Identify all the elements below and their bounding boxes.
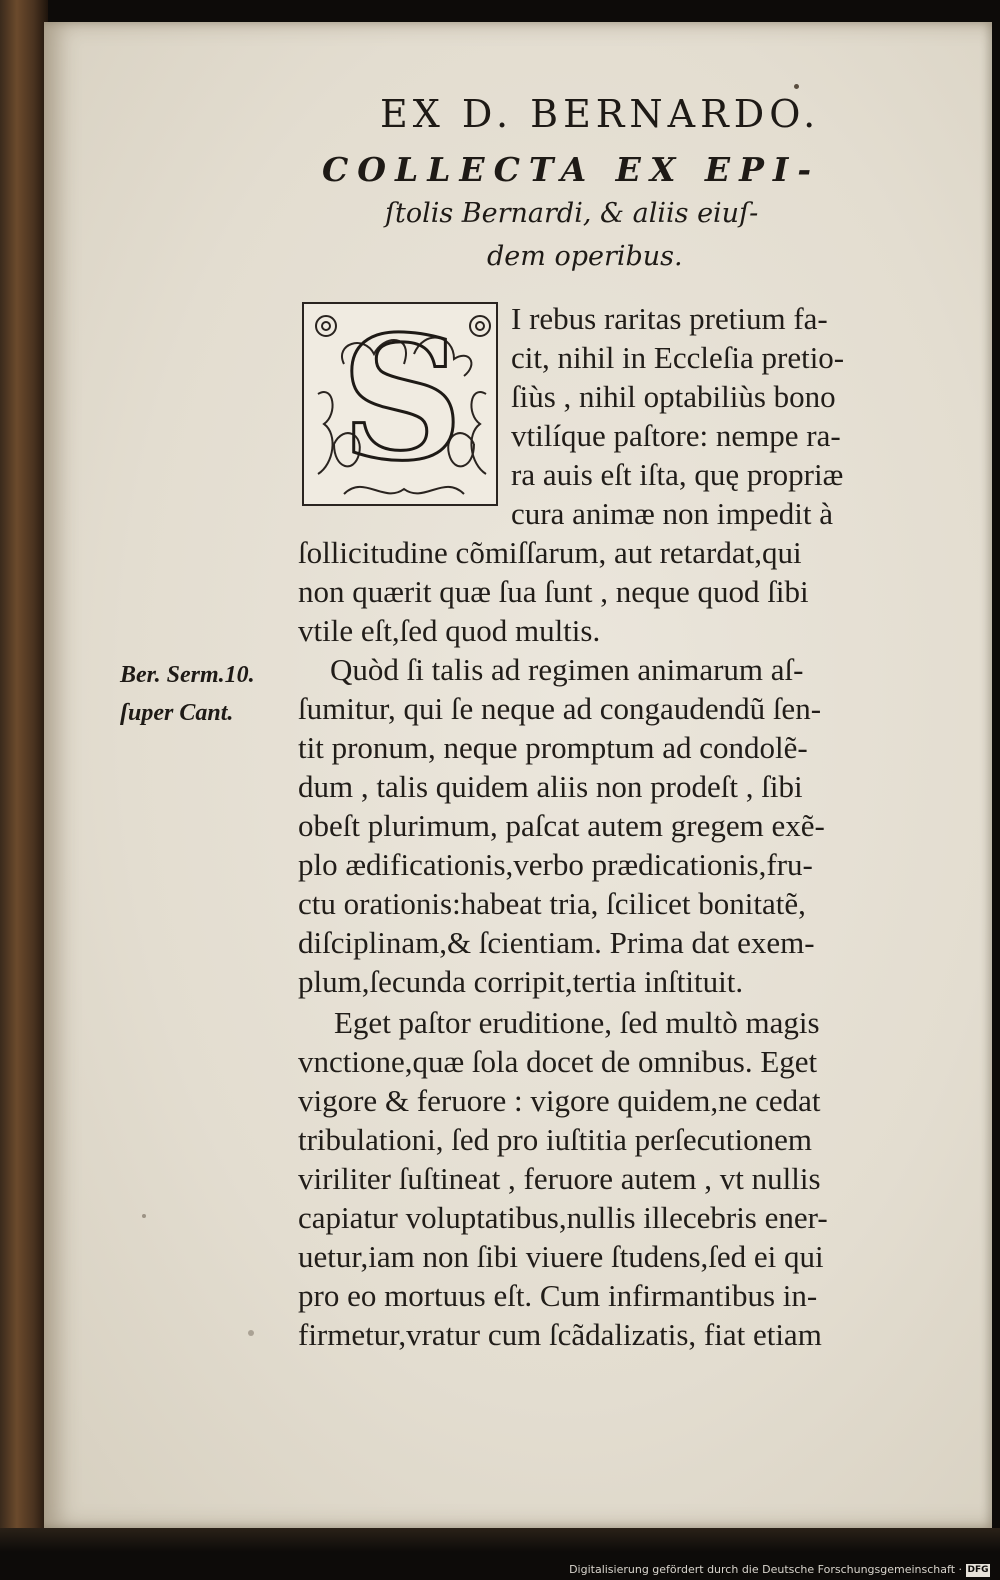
- paragraph-1-line: cit, nihil in Eccleſia pretio-: [511, 340, 845, 375]
- digitization-note: Digitalisierung gefördert durch die Deutsche Forschungsgemeinschaft ·: [569, 1563, 962, 1576]
- paper-speck: [248, 1330, 254, 1336]
- paragraph-1-line: ra auis eſt iſta, quę propriæ: [511, 457, 844, 492]
- paragraph-3-line: vnctione,quæ ſola docet de omnibus. Eget: [298, 1044, 818, 1079]
- paragraph-2-line: plum,ſecunda corripit,tertia inſtituit.: [298, 964, 744, 999]
- paragraph-3-line: uetur,iam non ſibi viuere ſtudens,ſed ei qui: [298, 1239, 824, 1274]
- paragraph-2-line: diſciplinam,& ſcientiam. Prima dat exem-: [298, 925, 815, 960]
- paragraph-2-line: tit pronum, neque promptum ad condolẽ-: [298, 730, 808, 765]
- page-bottom-edge: [0, 1528, 1000, 1552]
- marginal-note-line: ſuper Cant.: [120, 700, 234, 726]
- paragraph-1-line: vtile eſt,ſed quod multis.: [298, 613, 601, 648]
- paper-speck: [142, 1214, 146, 1218]
- paragraph-3-line: Eget paſtor eruditione, ſed multò magis: [334, 1005, 820, 1040]
- title-line-1: COLLECTA EX EPI-: [322, 150, 821, 189]
- paragraph-3-line: pro eo mortuus eſt. Cum infirmantibus in-: [298, 1278, 818, 1313]
- running-head: EX D. BERNARDO.: [380, 92, 821, 136]
- paragraph-3-line: vigore & feruore : vigore quidem,ne cedat: [298, 1083, 821, 1118]
- paragraph-2-line: ſumitur, qui ſe neque ad congaudendũ ſen-: [298, 691, 822, 726]
- paragraph-3-line: tribulationi, ſed pro iuſtitia perſecutionem: [298, 1122, 812, 1157]
- dfg-logo: DFG: [967, 1565, 989, 1575]
- marginal-note-line: Ber. Serm.10.: [120, 662, 255, 688]
- paragraph-1-line: ſiùs , nihil optabiliùs bono: [511, 379, 836, 414]
- initial-letter: S: [340, 302, 464, 499]
- paragraph-1-line: cura animæ non impedit à: [511, 496, 833, 531]
- paragraph-1-line: ſollicitudine cõmiſſarum, aut retardat,qui: [298, 535, 802, 570]
- paragraph-2-line: ctu orationis:habeat tria, ſcilicet bonitatẽ,: [298, 886, 806, 921]
- book-spine: [0, 0, 48, 1540]
- paragraph-2-line: dum , talis quidem aliis non prodeſt , ſibi: [298, 769, 803, 804]
- title-line-3: dem operibus.: [487, 241, 683, 272]
- paragraph-2-line: obeſt plurimum, paſcat autem gregem exẽ-: [298, 808, 825, 843]
- paragraph-3-line: capiatur voluptatibus,nullis illecebris ener-: [298, 1200, 828, 1235]
- paragraph-2-line: plo ædificationis,verbo prædicationis,fru-: [298, 847, 813, 882]
- paragraph-3-line: viriliter ſuſtineat , feruore autem , vt nullis: [298, 1161, 821, 1196]
- decorated-initial: [302, 302, 498, 506]
- paragraph-3-line: firmetur,vratur cum ſcãdalizatis, fiat etiam: [298, 1317, 822, 1352]
- paragraph-1-line: vtilíque paſtore: nempe ra-: [511, 418, 841, 453]
- paragraph-2-line: Quòd ſi talis ad regimen animarum aſ-: [330, 652, 804, 687]
- paper-speck: [794, 84, 799, 89]
- paragraph-1-line: non quærit quæ ſua ſunt , neque quod ſibi: [298, 574, 809, 609]
- title-line-2: ſtolis Bernardi, & aliis eiuſ-: [385, 198, 759, 229]
- paragraph-1-line: I rebus raritas pretium fa-: [511, 301, 828, 336]
